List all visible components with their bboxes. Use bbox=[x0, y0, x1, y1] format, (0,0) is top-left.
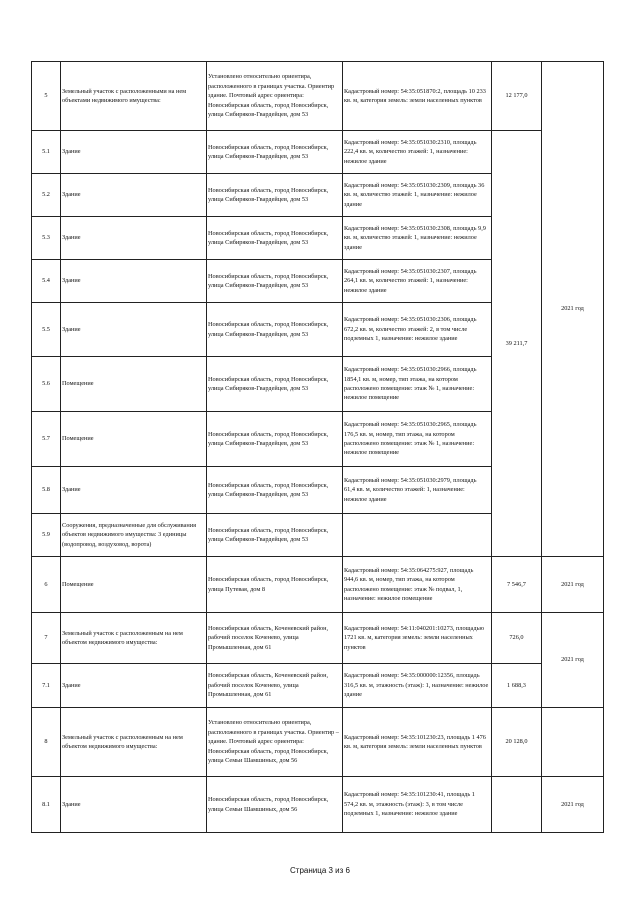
year-cell: 2021 год bbox=[561, 305, 584, 313]
column-line bbox=[206, 61, 207, 833]
object-description: Кадастровый номер: 54:35:051030:2307, площадь 264,1 кв. м, количество этажей: 1, назначение: нежилое здание bbox=[344, 267, 477, 294]
object-name: Помещение bbox=[62, 580, 94, 588]
row-number: 8.1 bbox=[42, 800, 50, 808]
row-number: 5.4 bbox=[42, 277, 50, 285]
object-name: Помещение bbox=[62, 380, 94, 388]
object-description: Кадастровый номер: 54:35:051030:2979, площадь 61,4 кв. м, количество этажей: 1, назначение: нежилое здание bbox=[344, 476, 477, 503]
object-area: 1 688,3 bbox=[507, 681, 526, 689]
object-address: Новосибирская область, город Новосибирск, улица Сибиряков-Гвардейцев, дом 53 bbox=[208, 430, 329, 447]
object-name: Земельный участок с расположенным на нем объектом недвижимого имущества: bbox=[62, 629, 183, 646]
object-area: 726,0 bbox=[509, 634, 524, 642]
row-number: 7 bbox=[44, 634, 48, 642]
object-address: Новосибирская область, Коченевский район, рабочий поселок Коченево, улица Промышленная, дом 61 bbox=[208, 624, 329, 651]
object-name: Земельный участок с расположенным на нем объектом недвижимого имущества: bbox=[62, 733, 183, 750]
object-area: 20 128,0 bbox=[505, 738, 528, 746]
column-line bbox=[603, 61, 604, 833]
object-address: Новосибирская область, город Новосибирск, улица Путевая, дом 8 bbox=[208, 576, 329, 593]
object-description: Кадастровый номер: 54:35:051030:2306, площадь 672,2 кв. м, количество этажей: 2, в том числе подземных 1, назначение: нежилое здание bbox=[344, 316, 477, 343]
object-description: Кадастровый номер: 54:35:051030:2310, площадь 222,4 кв. м, количество этажей: 1, назначение: нежилое здание bbox=[344, 138, 477, 165]
row-number: 5.1 bbox=[42, 148, 50, 156]
row-number: 5.6 bbox=[42, 380, 50, 388]
row-number: 5.3 bbox=[42, 234, 50, 242]
page-footer: Страница 3 из 6 bbox=[290, 866, 350, 875]
column-line bbox=[342, 61, 343, 833]
object-name: Здание bbox=[62, 681, 81, 689]
object-address: Новосибирская область, город Новосибирск, улица Семьи Шамшиных, дом 56 bbox=[208, 796, 329, 813]
object-description: Кадастровый номер: 54:35:000000:12356, площадь 316,5 кв. м, этажность (этаж): 1, назначение: нежилое здание bbox=[344, 672, 489, 699]
object-name: Здание bbox=[62, 234, 81, 242]
object-address: Новосибирская область, город Новосибирск, улица Сибиряков-Гвардейцев, дом 53 bbox=[208, 526, 329, 543]
row-number: 5.2 bbox=[42, 191, 50, 199]
object-address: Новосибирская область, Коченевский район, рабочий поселок Коченево, улица Промышленная, дом 61 bbox=[208, 672, 329, 699]
row-number: 8 bbox=[44, 738, 48, 746]
object-name: Помещение bbox=[62, 435, 94, 443]
object-name: Земельный участок с расположенными на нем объектами недвижимого имущества: bbox=[62, 87, 187, 104]
row-number: 5 bbox=[44, 92, 48, 100]
row-line bbox=[31, 832, 603, 833]
row-number: 7.1 bbox=[42, 681, 50, 689]
row-number: 5.7 bbox=[42, 435, 50, 443]
row-number: 5.8 bbox=[42, 486, 50, 494]
object-address: Новосибирская область, город Новосибирск, улица Сибиряков-Гвардейцев, дом 53 bbox=[208, 481, 329, 498]
object-address: Новосибирская область, город Новосибирск, улица Сибиряков-Гвардейцев, дом 53 bbox=[208, 186, 329, 203]
object-description: Кадастровый номер: 54:35:051030:2309, площадь 36 кв. м, количество этажей: 1, назначение: нежилое здание bbox=[344, 181, 485, 208]
object-description: Кадастровый номер: 54:35:051030:2966, площадь 1854,1 кв. м, номер, тип этажа, на котором расположено помещение: этаж № 1, назначение: нежилое помещение bbox=[344, 366, 477, 402]
object-address: Новосибирская область, город Новосибирск, улица Сибиряков-Гвардейцев, дом 53 bbox=[208, 229, 329, 246]
object-address: Новосибирская область, город Новосибирск, улица Сибиряков-Гвардейцев, дом 53 bbox=[208, 143, 329, 160]
object-description: Кадастровый номер: 54:35:051030:2308, площадь 9,9 кв. м, количество этажей: 1, назначение: нежилое здание bbox=[344, 224, 486, 251]
object-address: Новосибирская область, город Новосибирск, улица Сибиряков-Гвардейцев, дом 53 bbox=[208, 272, 329, 289]
row-number: 5.9 bbox=[42, 531, 50, 539]
object-area: 7 546,7 bbox=[507, 580, 526, 588]
object-address: Новосибирская область, город Новосибирск, улица Сибиряков-Гвардейцев, дом 53 bbox=[208, 321, 329, 338]
object-name: Сооружения, предназначенные для обслуживания объектов недвижимого имущества: 3 единицы (водопровод, воздуховод, ворота) bbox=[62, 521, 196, 548]
object-address: Новосибирская область, город Новосибирск, улица Сибиряков-Гвардейцев, дом 53 bbox=[208, 375, 329, 392]
year-cell: 2021 год bbox=[561, 580, 584, 588]
object-area: 39 211,7 bbox=[505, 339, 528, 347]
object-description: Кадастровый номер: 54:35:101230:41, площадь 1 574,2 кв. м, этажность (этаж): 3, в том числе подземных 1, назначение: нежилое здание bbox=[344, 791, 475, 818]
object-description: Кадастровый номер: 54:35:064275:927, площадь 944,6 кв. м, номер, тип этажа, на котором расположено помещение: этаж № подвал, 1, назначение: нежилое помещение bbox=[344, 566, 474, 602]
object-name: Здание bbox=[62, 486, 81, 494]
object-area: 12 177,0 bbox=[505, 92, 528, 100]
object-description: Кадастровый номер: 54:35:101230:23, площадь 1 476 кв. м, категория земель: земли населенных пунктов bbox=[344, 733, 486, 750]
year-cell: 2021 год bbox=[561, 656, 584, 664]
row-number: 6 bbox=[44, 580, 48, 588]
object-name: Здание bbox=[62, 325, 81, 333]
object-description: Кадастровый номер: 54:11:040201:10273, площадью 1721 кв. м, категория земель: земли населенных пунктов bbox=[344, 624, 485, 651]
object-name: Здание bbox=[62, 191, 81, 199]
object-name: Здание bbox=[62, 800, 81, 808]
object-description: Кадастровый номер: 54:35:051030:2965, площадь 176,5 кв. м, номер, тип этажа, на котором расположено помещение: этаж № 1, назначение: нежилое помещение bbox=[344, 421, 477, 457]
object-name: Здание bbox=[62, 148, 81, 156]
object-address: Установлено относительно ориентира, расположенного в границах участка. Ориентир – здание. Почтовый адрес ориентира: Новосибирская область, город Новосибирск, улица Семьи Шамшиных, дом 56 bbox=[208, 719, 339, 765]
row-number: 5.5 bbox=[42, 325, 50, 333]
year-cell: 2021 год bbox=[561, 800, 584, 808]
object-name: Здание bbox=[62, 277, 81, 285]
column-line bbox=[60, 61, 61, 833]
object-description: Кадастровый номер: 54:35:051870:2, площадь 10 233 кв. м, категория земель: земли населенных пунктов bbox=[344, 87, 486, 104]
object-address: Установлено относительно ориентира, расположенного в границах участка. Ориентир здание. Почтовый адрес ориентира: Новосибирская область, город Новосибирск, улица Сибиряков-Гвардейцев, дом 53 bbox=[208, 73, 335, 119]
